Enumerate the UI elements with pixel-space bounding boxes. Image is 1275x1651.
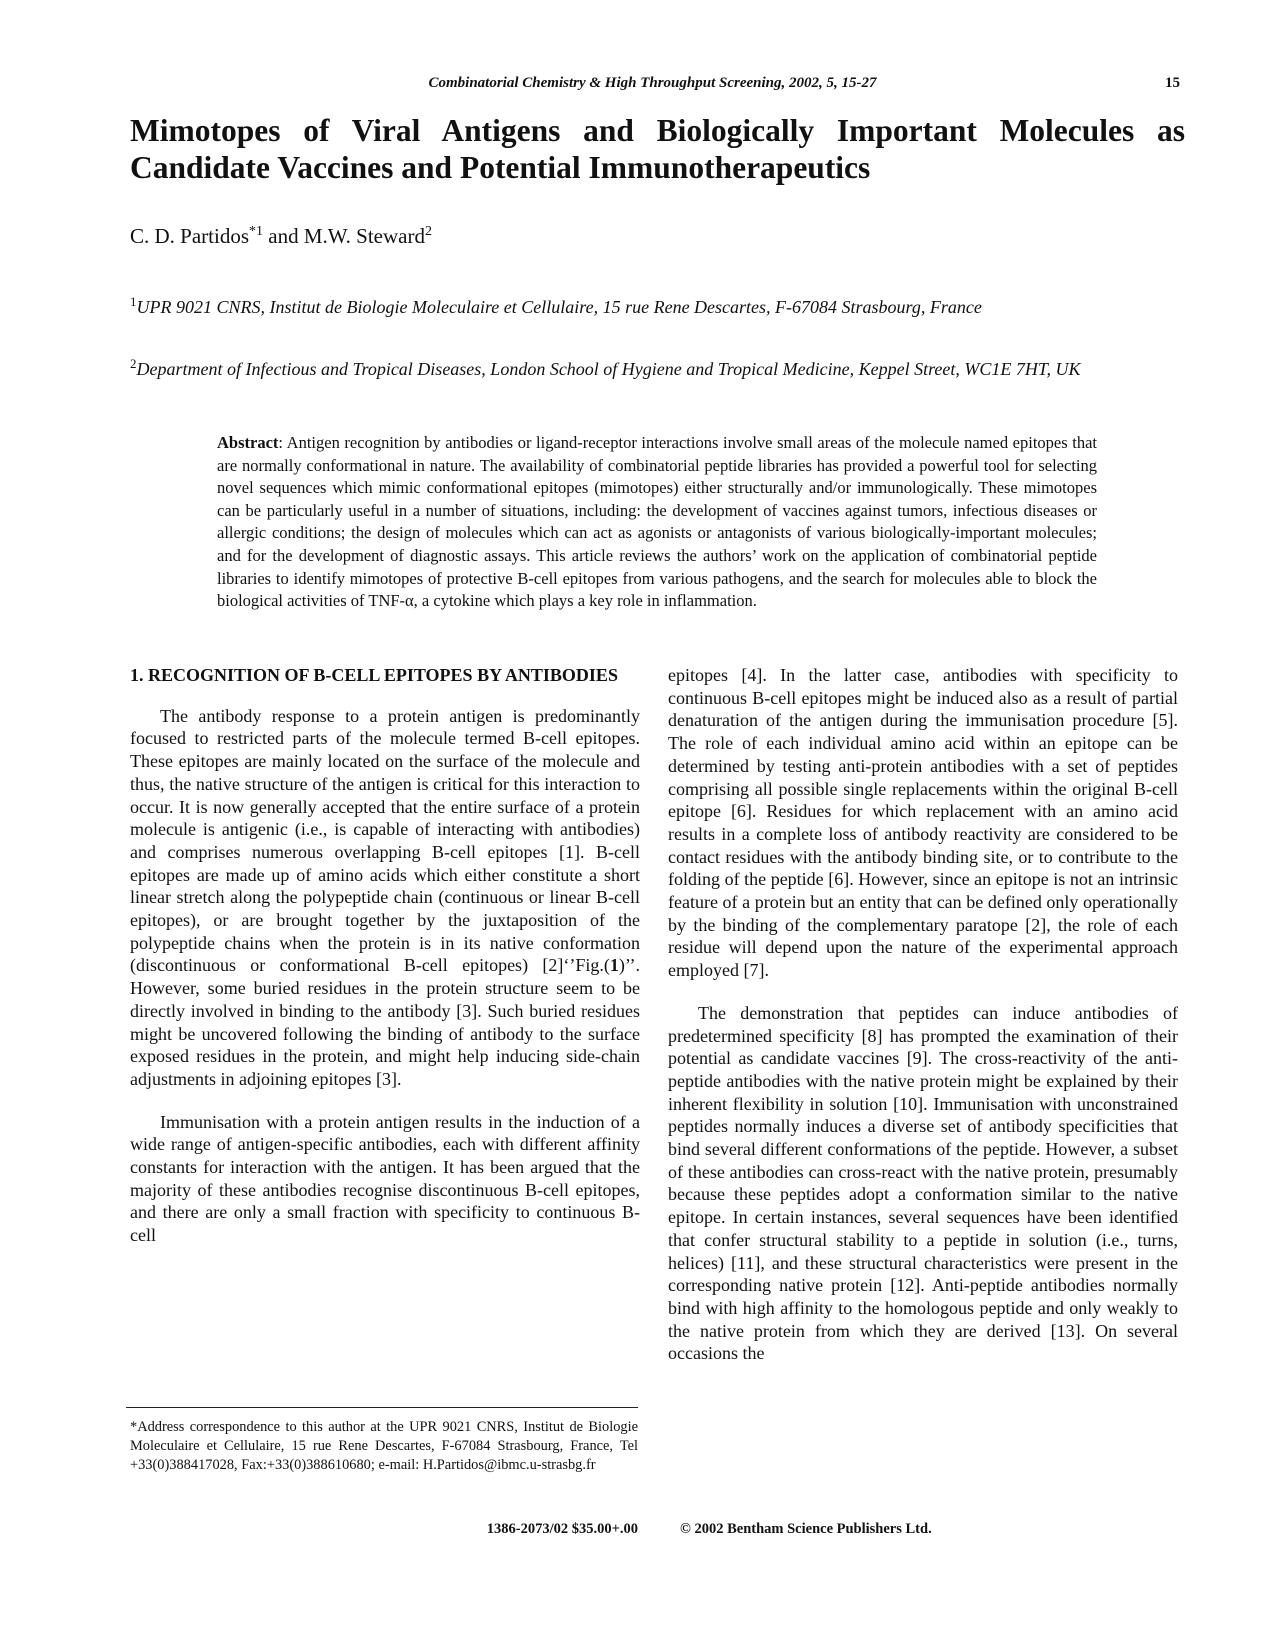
page-number: 15	[1165, 75, 1180, 91]
footnote-rule	[126, 1407, 638, 1408]
correspondence-footnote: *Address correspondence to this author at the UPR 9021 CNRS, Institut de Biologie Moleculaire et Cellulaire, 15 rue Rene Descartes, F-67084 Strasbourg, France, Tel +33(0)388417028, Fax:+33(0)388610680; e-mail: H.Partidos@ibmc.u-strasbg.fr	[130, 1419, 638, 1473]
author-line	[130, 224, 432, 249]
affiliation-1-number: 1	[130, 294, 137, 309]
author-1: C. D. Partidos	[130, 224, 250, 248]
article-title: Mimotopes of Viral Antigens and Biologically Important Molecules as Candidate Vaccines and Potential Immunotherapeutics	[130, 113, 1185, 185]
journal-citation: Combinatorial Chemistry & High Throughput Screening, 2002, 5, 15-27	[428, 75, 877, 91]
left-column	[130, 664, 640, 1247]
copyright: © 2002 Bentham Science Publishers Ltd.	[680, 1521, 932, 1537]
issn-price: 1386-2073/02 $35.00+.00	[486, 1521, 638, 1537]
right-column	[668, 664, 1178, 1365]
affiliation-2-text: Department of Infectious and Tropical Diseases, London School of Hygiene and Tropical Medicine, Keppel Street, WC1E 7HT, UK	[136, 359, 1081, 379]
affiliation-2-number: 2	[130, 356, 137, 371]
left-paragraph-2: Immunisation with a protein antigen results in the induction of a wide range of antigen-specific antibodies, each with different affinity constants for interaction with the antigen. It has been argued that the majority of these antibodies recognise discontinuous B-cell epitopes, and there are only a small fraction with specificity to continuous B-cell	[130, 1111, 640, 1246]
author-2: M.W. Steward	[303, 224, 425, 248]
abstract	[217, 432, 1097, 613]
author-2-marker: 2	[424, 224, 432, 239]
section-heading: 1. RECOGNITION OF B-CELL EPITOPES BY ANTIBODIES	[130, 665, 618, 685]
affiliation-1	[130, 290, 1095, 319]
right-paragraph-2: The demonstration that peptides can induce antibodies of predetermined specificity [8] has prompted the examination of their potential as candidate vaccines [9]. The cross-reactivity of the anti-peptide antibodies with the native protein might be explained by their inherent flexibility in solution [10]. Immunisation with unconstrained peptides normally induces a diverse set of antibody specificities that bind several different conformations of the peptide. However, a subset of these antibodies can cross-react with the native protein, presumably because these peptides adopt a conformation similar to the native epitope. In certain instances, several sequences have been identified that confer structural stability to a peptide in solution (i.e., turns, helices) [11], and these structural characteristics were present in the corresponding native protein [12]. Anti-peptide antibodies normally bind with high affinity to the homologous peptide and only weakly to the native protein from which they are derived [13]. On several occasions the	[668, 1002, 1178, 1364]
author-conjunction: and	[268, 224, 299, 248]
affiliation-2	[130, 352, 1095, 381]
abstract-text: : Antigen recognition by antibodies or ligand-receptor interactions involve small areas of the molecule named epitopes that are normally conformational in nature. The availability of combinatorial peptide libraries has provided a powerful tool for selecting novel sequences which mimic conformational epitopes (mimotopes) either structurally and/or immunologically. These mimotopes can be particularly useful in a number of situations, including: the development of vaccines against tumors, infectious diseases or allergic conditions; the design of molecules which can act as agonists or antagonists of various biologically-important molecules; and for the development of diagnostic assays. This article reviews the authors’ work on the application of combinatorial peptide libraries to identify mimotopes of protective B-cell epitopes from various pathogens, and the search for molecules able to block the biological activities of TNF-α, a cytokine which plays a key role in inflammation.	[217, 433, 1097, 611]
author-1-marker: *1	[249, 224, 264, 239]
affiliation-1-text: UPR 9021 CNRS, Institut de Biologie Moleculaire et Cellulaire, 15 rue Rene Descartes, F-67084 Strasbourg, France	[136, 297, 982, 317]
right-paragraph-1: epitopes [4]. In the latter case, antibodies with specificity to continuous B-cell epitopes might be induced also as a result of partial denaturation of the antigen during the immunisation procedure [5]. The role of each individual amino acid within an epitope can be determined by testing anti-protein antibodies with a set of peptides comprising all possible single replacements within the original B-cell epitope [6]. Residues for which replacement with an amino acid results in a complete loss of antibody reactivity are considered to be contact residues with the antibody binding site, or to contribute to the folding of the peptide [6]. However, since an epitope is not an intrinsic feature of a protein but an entity that can be defined only operationally by the binding of the complementary paratope [2], the role of each residue will depend upon the nature of the experimental approach employed [7].	[668, 665, 1178, 981]
left-paragraph-1: The antibody response to a protein antigen is predominantly focused to restricted parts of the molecule termed B-cell epitopes. These epitopes are mainly located on the surface of the molecule and thus, the native structure of the antigen is critical for this interaction to occur. It is now generally accepted that the entire surface of a protein molecule is antigenic (i.e., is capable of interacting with antibodies) and comprises numerous overlapping B-cell epitopes [1]. B-cell epitopes are made up of amino acids which either constitute a short linear stretch along the polypeptide chain (continuous or linear B-cell epitopes), or are brought together by the juxtaposition of the polypeptide chains when the protein is in its native conformation (discontinuous or conformational B-cell epitopes) [2]‘’Fig.(1)’’. However, some buried residues in the protein structure seem to be directly involved in binding to the antibody [3]. Such buried residues might be uncovered following the binding of antibody to the surface exposed residues in the protein, and might help inducing side-chain adjustments in adjoining epitopes [3].	[130, 705, 640, 1089]
abstract-label: Abstract	[217, 433, 279, 452]
figure-reference: 1	[609, 955, 619, 976]
